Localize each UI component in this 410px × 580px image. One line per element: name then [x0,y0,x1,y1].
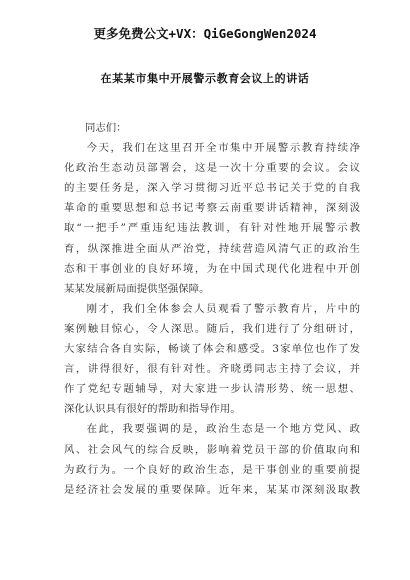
paragraph-line: 育，纵深推进全面从严治党，持续营造风清气正的政治生 [64,242,360,255]
paragraph-line: 革命的重要思想和总书记考察云南重要讲话精神，深刻汲 [64,202,360,215]
paragraph-line: 为政行为。一个良好的政治生态，是干事创业的重要前提 [64,463,360,476]
paragraph-1 [64,138,360,299]
paragraph-3 [64,419,360,499]
paragraph-line: 态和干事创业的良好环境，为在中国式现代化进程中开创 [64,262,360,275]
paragraph-line: 刚才，我们全体参会人员观看了警示教育片，片中的 [85,302,360,315]
paragraph-line: 言，讲得很好，很有针对性。齐晓勇同志主持了会议，并 [64,363,360,376]
paragraph-line: 案例触目惊心，令人深思。随后，我们进行了分组研讨， [64,322,360,335]
paragraph-line: 化政治生态动员部署会，这是一次十分重要的会议。会议 [64,162,360,175]
paragraph-2 [64,299,360,420]
paragraph-line: 是经济社会发展的重要保障。近年来，某某市深刻汲取教 [64,483,360,496]
paragraph-line: 大家结合各自实际，畅谈了体会和感受。3家单位也作了发 [64,343,360,356]
paragraph-line: 今天，我们在这里召开全市集中开展警示教育持续净 [85,142,360,155]
watermark-header: 更多免费公文+VX：QiGeGongWen2024 [93,26,317,41]
document-body [64,118,360,500]
paragraph-line: 作了党纪专题辅导，对大家进一步认清形势、统一思想、 [64,383,360,396]
paragraph-line: 某某发展新局面提供坚强保障。 [64,282,210,295]
paragraph-line: 风、社会风气的综合反映，影响着党员干部的价值取向和 [64,443,360,456]
paragraph-line: 的主要任务是，深入学习贯彻习近平总书记关于党的自我 [64,182,360,195]
paragraph-line: 取“一把手”严重违纪违法教训，有针对性地开展警示教 [64,222,360,235]
document-title: 在某某市集中开展警示教育会议上的讲话 [100,72,310,85]
paragraph-line: 深化认识具有很好的帮助和指导作用。 [64,403,241,416]
paragraph-line: 在此，我要强调的是，政治生态是一个地方党风、政 [85,423,360,436]
salutation: 同志们： [85,122,127,134]
